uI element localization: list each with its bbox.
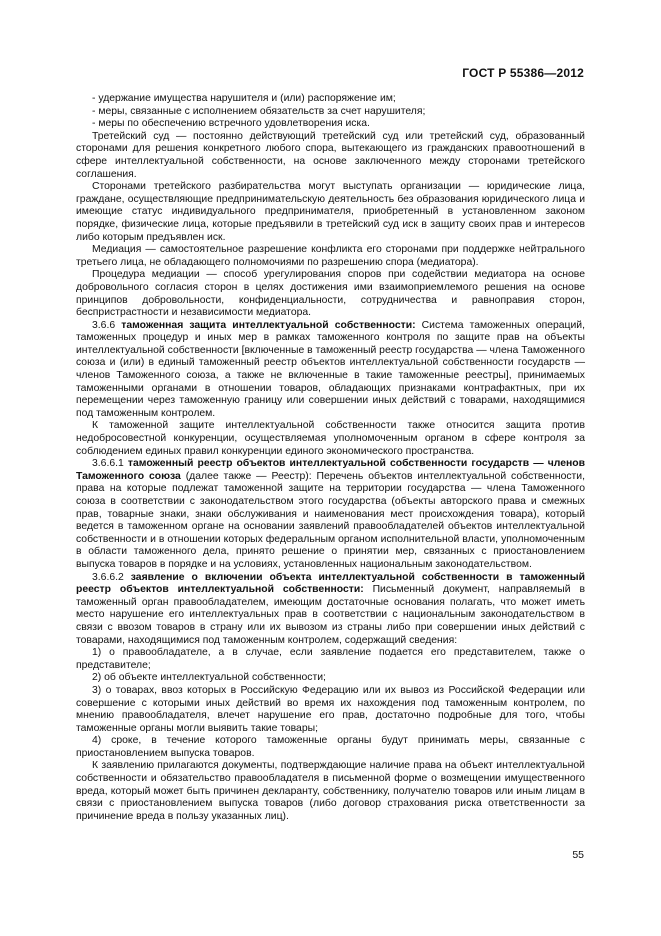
numbered-item-3: 3) о товарах, ввоз которых в Российскую Федерацию или их вывоз из Российской Федерации или совершение с которыми иных действий во время их нахождения под таможенным контролем, по мнению правообладателя, влечет нарушение его прав, достаточно подробные для того, чтобы таможенные органы могли выявить такие товары; <box>76 684 585 734</box>
section-3-6-6-2 <box>76 572 585 648</box>
section-term: таможенный реестр объектов интеллектуальной собственности государств — членов Таможенного союза <box>76 458 585 482</box>
numbered-item-2: 2) об объекте интеллектуальной собственности; <box>92 672 326 684</box>
section-3-6-6 <box>76 320 585 421</box>
paragraph-tretejskij-sud: Третейский суд — постоянно действующий третейский суд или третейский суд, образованный сторонами для решения конкретного любого спора, вытекающего из гражданских правоотношений в сфере интеллектуальной собственности, на основе заключенного между сторонами третейского соглашения. <box>76 130 585 180</box>
section-term: заявление о включении объекта интеллектуальной собственности в таможенный реестр объектов интеллектуальной собственности: <box>76 571 585 596</box>
section-text: Система таможенных операций, таможенных процедур и иных мер в рамках таможенного контроля по защите прав на объекты интеллектуальной собственности [включенные в таможенный реестр государства — члена Таможенного союза и (или) в единый таможенный реестр объектов интеллектуальной собственности государств — членов Таможенного союза, а также не включенные в такие таможенные реестры], принимаемых таможенными органами в отношении товаров, обладающих признаками контрафактных, при их перемещении через таможенную границу или совершении иных действий с товарами, находящимися под таможенным контролем. <box>76 319 586 419</box>
list-item: - меры по обеспечению встречного удовлетворения иска. <box>92 118 370 130</box>
list-item: - меры, связанные с исполнением обязательств за счет нарушителя; <box>92 105 426 117</box>
list-item: - удержание имущества нарушителя и (или) распоряжение им; <box>92 93 396 104</box>
document-body <box>76 93 585 823</box>
paragraph-k-zayavleniyu: К заявлению прилагаются документы, подтверждающие наличие права на объект интеллектуальной собственности и обязательство правообладателя в письменной форме о возмещении имущественного вреда, который может быть причинен декларанту, собственнику, получателю товаров или иным лицам в связи с приостановлением выпуска товаров (либо договор страхования риска ответственности за причинение вреда в пользу указанных лиц). <box>76 760 585 822</box>
paragraph-storony: Сторонами третейского разбирательства могут выступать организации — юридические лица, граждане, осуществляющие предпринимательскую деятельность без образования юридического лица и имеющие статус индивидуального предпринимателя, приобретенный в установленном законом порядке, физические лица, которые предъявили в третейский суд иск в защиту своих прав и интересов либо которым предъявлен иск. <box>76 181 585 243</box>
section-3-6-6-1 <box>76 458 585 571</box>
paragraph-protsedura-mediatsii: Процедура медиации — способ урегулирования споров при содействии медиатора на основе добровольного согласия сторон в целях достижения ими взаимоприемлемого решения на основе принципов добровольности, конфиденциальности, сотрудничества и равноправия сторон, беспристрастности и независимости медиатора. <box>76 269 585 319</box>
section-number: 3.6.6 <box>92 319 116 331</box>
document-header: ГОСТ Р 55386—2012 <box>462 66 584 80</box>
section-number: 3.6.6.1 <box>92 458 124 470</box>
section-term: таможенная защита интеллектуальной собственности: <box>121 319 416 331</box>
section-number: 3.6.6.2 <box>92 571 124 583</box>
numbered-item-4: 4) сроке, в течение которого таможенные органы будут принимать меры, связанные с приостановлением выпуска товаров. <box>76 735 585 759</box>
section-text: (далее также — Реестр): Перечень объектов интеллектуальной собственности, права на которые подлежат таможенной защите на территории государства — члена Таможенного союза в соответствии с законодательством этого государства (объекты авторского права и смежных прав, товарные знаки, знаки обслуживания и наименования мест происхождения товара), который ведется в таможенном органе на основании заявлений правообладателей объектов интеллектуальной собственности и в отношении которых федеральным органом исполнительной власти, уполномоченным в области таможенного дела, принято решение о принятии мер, связанных с приостановлением выпуска товаров в порядке и на условиях, установленных национальным законодательством. <box>76 470 585 570</box>
page-number: 55 <box>572 849 584 861</box>
section-text: Письменный документ, направляемый в таможенный орган правообладателем, имеющим достаточные основания полагать, что может иметь место нарушение его интеллектуальных прав в соответствии с национальным законодательством в связи с ввозом товаров в страну или их вывозом из страны либо при совершении иных действий с товарами, находящимися под таможенным контролем, содержащий сведения: <box>76 584 585 646</box>
paragraph-mediatsiya: Медиация — самостоятельное разрешение конфликта его сторонами при поддержке нейтрального третьего лица, не обладающего полномочиями по разрешению спора (медиатора). <box>76 244 585 268</box>
paragraph-k-tamozhennoj-zaschite: К таможенной защите интеллектуальной собственности также относится защита против недобросовестной конкуренции, осуществляемая уполномоченным органом в сфере контроля за соблюдением единых правил конкуренции единого экономического пространства. <box>76 420 585 457</box>
numbered-item-1: 1) о правообладателе, а в случае, если заявление подается его представителем, также о представителе; <box>76 647 585 671</box>
